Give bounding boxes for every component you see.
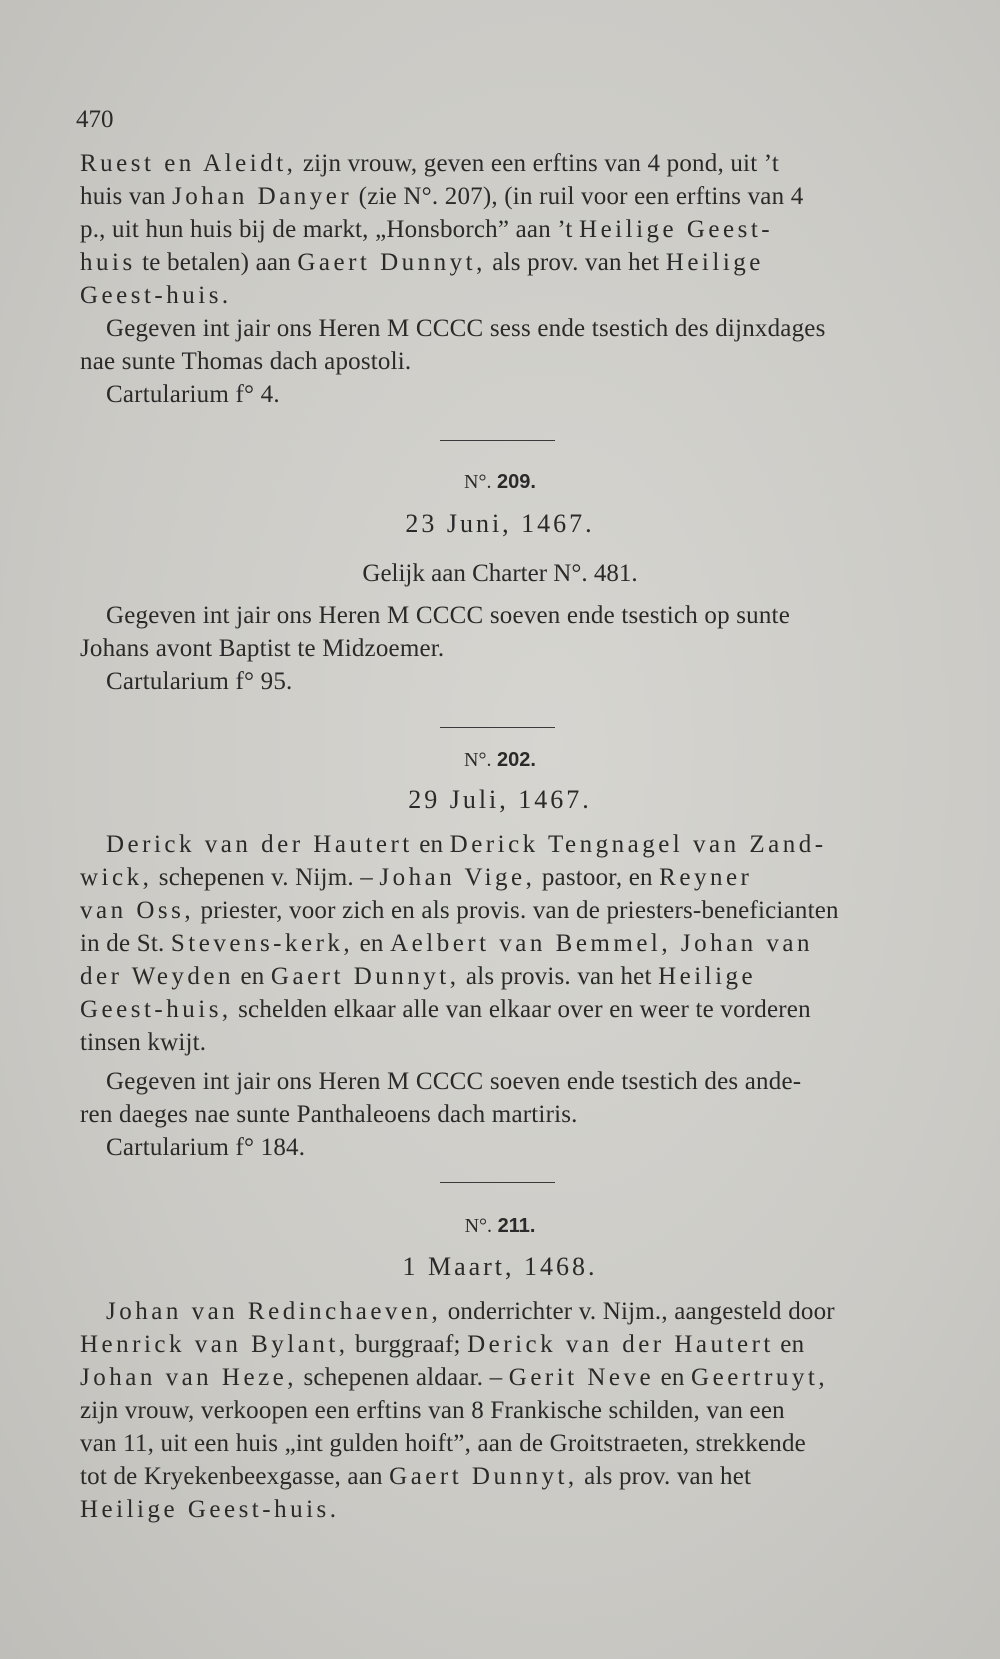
text-line (106, 829, 956, 861)
entry-date: 23 Juni, 1467. (405, 509, 595, 538)
text-line (80, 1395, 930, 1427)
text-run: pastoor, en (535, 864, 660, 891)
text-line (80, 961, 930, 993)
text-line (80, 181, 930, 213)
given-line: Gegeven int jair ons Heren M CCCC soeven ende tsestich op sunte (106, 602, 790, 629)
person-name: Johan Vige, (379, 864, 536, 891)
person-name: van Oss, (80, 897, 195, 924)
text-line (80, 1461, 930, 1493)
person-name: Johan van Heze, (80, 1364, 298, 1391)
text-run: en (654, 1364, 692, 1391)
text-run: zijn vrouw, verkoopen een erftins van 8 Frankische schilden, van een (80, 1397, 785, 1424)
person-name: Derick van der Hautert (467, 1331, 774, 1358)
source-citation: Cartularium f° 95. (106, 668, 293, 695)
given-line: Johans avont Baptist te Midzoemer. (80, 635, 445, 662)
text-line (80, 214, 930, 246)
text-run: schepenen v. Nijm. – (152, 864, 380, 891)
text-run: huis van (80, 183, 173, 210)
person-name: Gaert Dunnyt, (297, 249, 486, 276)
source-citation: Cartularium f° 184. (106, 1134, 306, 1161)
text-run: in de St. (80, 930, 171, 957)
section-divider (440, 440, 555, 441)
person-name: der Weyden (80, 963, 235, 990)
text-line (80, 895, 930, 927)
text-run: p., uit hun huis bij de markt, „Honsborch” aan ’t (80, 216, 580, 243)
text-run: en (412, 831, 450, 858)
text-line (80, 994, 930, 1026)
entry-number-prefix: N°. (464, 749, 492, 771)
section-divider (440, 1182, 555, 1183)
text-run: van 11, uit een huis „int gulden hoift”, aan de Groitstraeten, strekkende (80, 1430, 806, 1457)
text-line (80, 1494, 930, 1526)
page-number: 470 (76, 106, 114, 133)
text-line (80, 247, 930, 279)
text-line (80, 1428, 930, 1460)
entry-number (0, 466, 1000, 498)
charter-reference: Gelijk aan Charter N°. 481. (362, 560, 638, 587)
person-name: Aelbert van Bemmel, Johan van (390, 930, 814, 957)
person-name: Henrick van Bylant, (80, 1331, 349, 1358)
person-name: Ruest en Aleidt, (80, 150, 297, 177)
entry-number-prefix: N°. (464, 471, 492, 493)
text-run: en (353, 930, 391, 957)
person-name: Geertruyt, (691, 1364, 829, 1391)
person-name: Johan van Redinchaeven, (106, 1298, 442, 1325)
text-line (106, 1296, 956, 1328)
entry-number (0, 744, 1000, 776)
person-name: Gaert Dunnyt, (270, 963, 460, 990)
text-line (80, 928, 930, 960)
entry-number (0, 1210, 1000, 1242)
person-name: Derick van der Hautert (106, 831, 413, 858)
source-citation: Cartularium f° 4. (106, 381, 280, 408)
entry-number-value: 202. (497, 749, 536, 771)
given-line: nae sunte Thomas dach apostoli. (80, 348, 412, 375)
institution-name: huis (80, 249, 136, 276)
text-run: als prov. van het (577, 1463, 752, 1490)
text-line (80, 1027, 930, 1059)
entry-number-value: 209. (497, 471, 536, 493)
institution-name: Stevens-kerk, (170, 930, 354, 957)
text-line (80, 148, 930, 180)
text-run: als provis. van het (459, 963, 659, 990)
person-name: Johan Danyer (172, 183, 353, 210)
person-name: Gaert Dunnyt, (389, 1463, 578, 1490)
institution-name: Heilige (658, 963, 757, 990)
entry-date: 1 Maart, 1468. (402, 1252, 598, 1281)
given-line: ren daeges nae sunte Panthaleoens dach martiris. (80, 1101, 578, 1128)
person-name: Reyner (659, 864, 753, 891)
given-line: Gegeven int jair ons Heren M CCCC sess ende tsestich des dijnxdages (106, 315, 826, 342)
text-run: en (773, 1331, 805, 1358)
institution-name: Heilige (665, 249, 764, 276)
text-run: tinsen kwijt. (80, 1029, 207, 1056)
institution-name: Geest-huis, (80, 996, 232, 1023)
person-name: Derick Tengnagel van Zand- (449, 831, 827, 858)
text-run: (zie N°. 207), (in ruil voor een erftins van 4 (352, 183, 804, 210)
section-divider (440, 727, 555, 728)
text-run: schelden elkaar alle van elkaar over en weer te vorderen (231, 996, 811, 1023)
text-run: zijn vrouw, geven een erftins van 4 pond, uit ’t (296, 150, 780, 177)
text-line (80, 280, 930, 312)
text-run: tot de Kryekenbeexgasse, aan (80, 1463, 390, 1490)
text-run: schepenen aldaar. – (297, 1364, 509, 1391)
text-line (80, 862, 930, 894)
text-run: burggraaf; (348, 1331, 468, 1358)
entry-date: 29 Juli, 1467. (408, 785, 592, 814)
text-run: onderrichter v. Nijm., aangesteld door (441, 1298, 835, 1325)
institution-name: Heilige Geest- (579, 216, 774, 243)
text-line (80, 1362, 930, 1394)
text-run: en (234, 963, 271, 990)
text-line (80, 1329, 930, 1361)
text-run: als prov. van het (485, 249, 666, 276)
entry-number-prefix: N°. (464, 1215, 493, 1237)
given-line: Gegeven int jair ons Heren M CCCC soeven ende tsestich des ande- (106, 1068, 802, 1095)
institution-name: Geest-huis. (80, 282, 232, 309)
text-run: te betalen) aan (135, 249, 298, 276)
person-name: wick, (80, 864, 153, 891)
text-run: priester, voor zich en als provis. van de priesters-beneficianten (194, 897, 839, 924)
person-name: Gerit Neve (508, 1364, 655, 1391)
entry-number-value: 211. (497, 1215, 536, 1237)
institution-name: Heilige Geest-huis. (80, 1496, 340, 1523)
